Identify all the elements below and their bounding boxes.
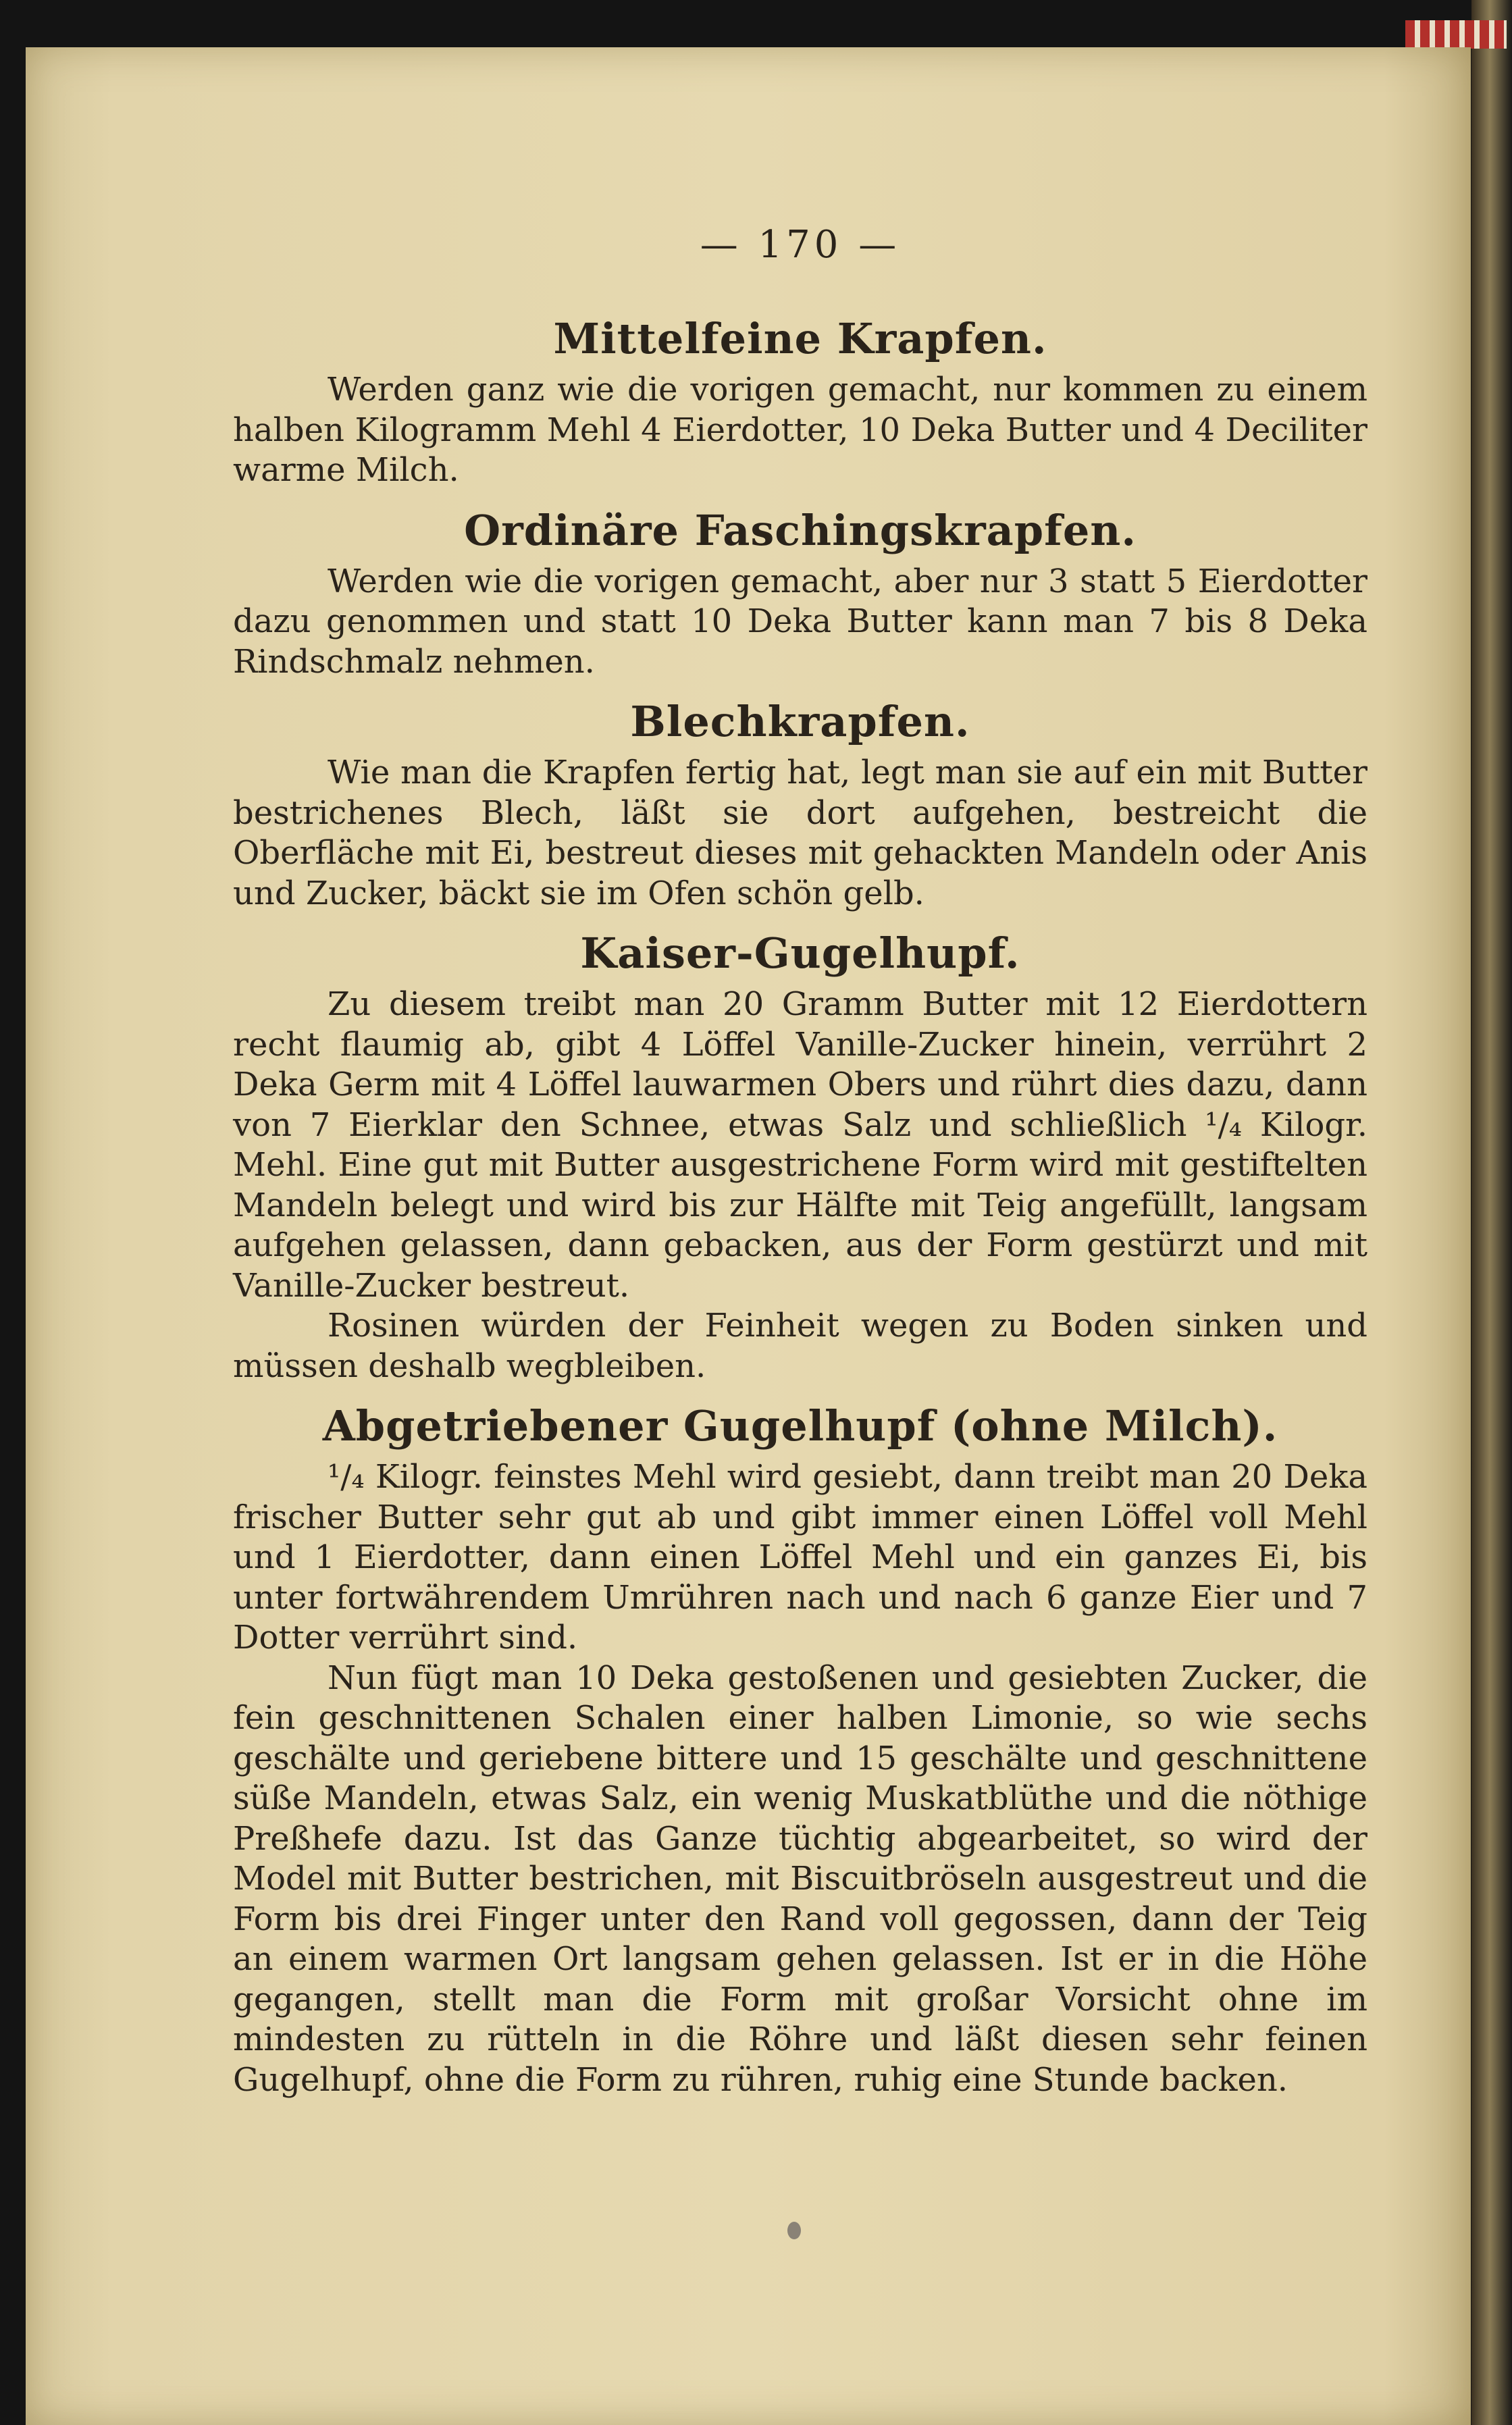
recipe-title: Blechkrapfen. bbox=[630, 697, 970, 746]
page-number: — 170 — bbox=[700, 223, 901, 267]
recipe-kaiser-gugelhupf bbox=[233, 929, 1367, 1386]
bookmark-ribbon bbox=[1405, 20, 1507, 49]
recipe-title: Abgetriebener Gugelhupf (ohne Milch). bbox=[322, 1401, 1278, 1451]
ink-dot bbox=[787, 2222, 801, 2239]
recipe-abgetriebener-gugelhupf bbox=[233, 1401, 1367, 2100]
recipe-mittelfeine-krapfen bbox=[233, 314, 1367, 491]
recipe-title: Ordinäre Faschingskrapfen. bbox=[464, 505, 1137, 555]
recipe-title: Mittelfeine Krapfen. bbox=[553, 314, 1047, 363]
recipe-paragraph: Rosinen würden der Feinheit wegen zu Boden sinken und müssen deshalb wegbleiben. bbox=[233, 1307, 1367, 1385]
recipe-title: Kaiser-Gugelhupf. bbox=[580, 929, 1020, 978]
recipe-ordinaere-faschingskrapfen bbox=[233, 506, 1367, 683]
book-spine bbox=[1471, 0, 1512, 2425]
recipe-paragraph: Werden ganz wie die vorigen gemacht, nur kommen zu einem halben Kilogramm Mehl 4 Eierdotter, 10 Deka Butter und 4 Deciliter warme Milch. bbox=[233, 371, 1367, 489]
recipe-blechkrapfen bbox=[233, 697, 1367, 914]
recipe-paragraph: Zu diesem treibt man 20 Gramm Butter mit 12 Eierdottern recht flaumig ab, gibt 4 Löffel Vanille-Zucker hinein, verrührt 2 Deka Germ mit 4 Löffel lauwarmen Obers und rührt dies dazu, dann von 7 Eierklar den Schnee, etwas Salz und schließlich ¹/₄ Kilogr. Mehl. Eine gut mit Butter ausgestrichene Form wird mit gestiftelten Mandeln belegt und wird bis zur Hälfte mit Teig angefüllt, langsam aufgehen gelassen, dann gebacken, aus der Form gestürzt und mit Vanille-Zucker bestreut. bbox=[233, 985, 1367, 1305]
recipe-paragraph: Wie man die Krapfen fertig hat, legt man sie auf ein mit Butter bestrichenes Blech, läßt sie dort aufgehen, bestreicht die Oberfläche mit Ei, bestreut dieses mit gehackten Mandeln oder Anis und Zucker, bäckt sie im Ofen schön gelb. bbox=[233, 754, 1367, 912]
recipe-paragraph: Nun fügt man 10 Deka gestoßenen und gesiebten Zucker, die fein geschnittenen Schalen einer halben Limonie, so wie sechs geschälte und geriebene bittere und 15 geschälte und geschnittene süße Mandeln, etwas Salz, ein wenig Muskatblüthe und die nöthige Preßhefe dazu. Ist das Ganze tüchtig abgearbeitet, so wird der Model mit Butter bestrichen, mit Biscuitbröseln ausgestreut und die Form bis drei Finger unter den Rand voll gegossen, dann der Teig an einem warmen Ort langsam gehen gelassen. Ist er in die Höhe gegangen, stellt man die Form mit großar Vorsicht ohne im mindesten zu rütteln in die Röhre und läßt diesen sehr feinen Gugelhupf, ohne die Form zu rühren, ruhig eine Stunde backen. bbox=[233, 1659, 1367, 2099]
recipe-paragraph: Werden wie die vorigen gemacht, aber nur 3 statt 5 Eierdotter dazu genommen und statt 10 Deka Butter kann man 7 bis 8 Deka Rindschmalz nehmen. bbox=[233, 562, 1367, 681]
page-content bbox=[233, 223, 1367, 2100]
recipe-paragraph: ¹/₄ Kilogr. feinstes Mehl wird gesiebt, dann treibt man 20 Deka frischer Butter sehr gut ab und gibt immer einen Löffel voll Mehl und 1 Eierdotter, dann einen Löffel Mehl und ein ganzes Ei, bis unter fortwährendem Umrühren nach und nach 6 ganze Eier und 7 Dotter verrührt sind. bbox=[233, 1458, 1367, 1657]
